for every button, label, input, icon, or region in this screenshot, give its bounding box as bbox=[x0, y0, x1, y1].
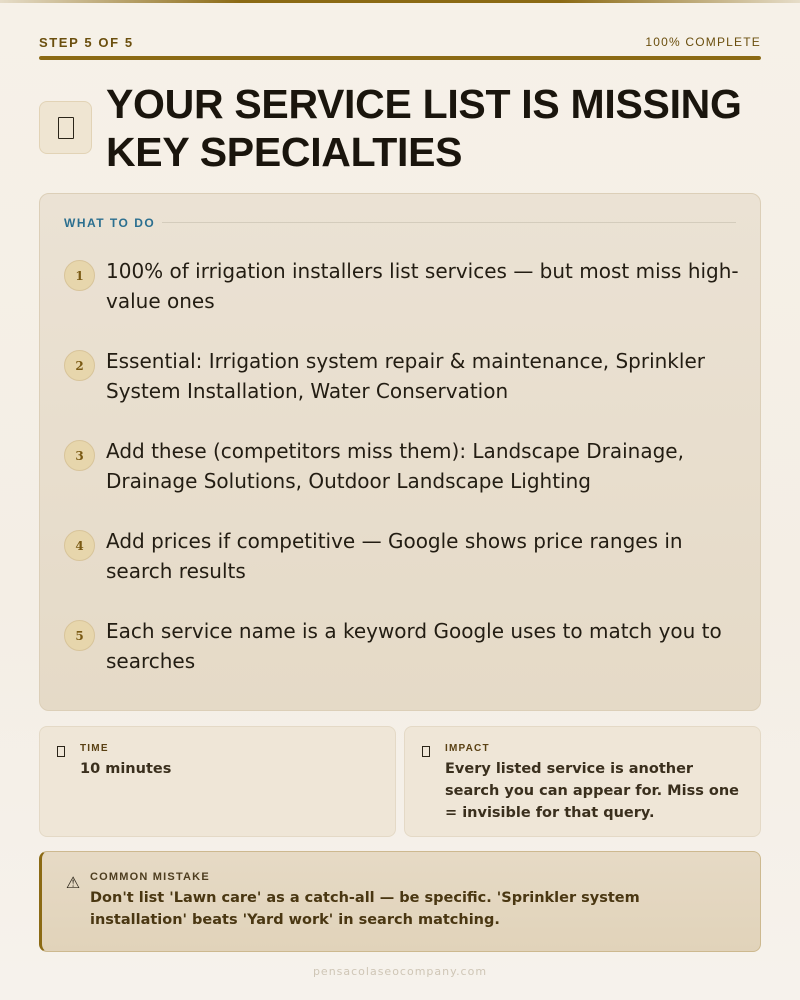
page-title: YOUR SERVICE LIST IS MISSING KEY SPECIALTIES bbox=[106, 81, 742, 175]
document-icon bbox=[39, 101, 92, 154]
step-number-badge: 1 bbox=[64, 260, 95, 291]
mistake-text: Don't list 'Lawn care' as a catch-all — be specific. 'Sprinkler system installation' beats 'Yard work' in search matching. bbox=[90, 890, 640, 928]
common-mistake-callout bbox=[39, 851, 761, 952]
step-item bbox=[64, 346, 736, 436]
progress-bar-fill bbox=[39, 56, 761, 60]
step-number-badge: 4 bbox=[64, 530, 95, 561]
step-text: 100% of irrigation installers list services — but most miss high-value ones bbox=[106, 259, 739, 313]
clock-icon bbox=[57, 746, 65, 757]
time-card bbox=[39, 726, 396, 837]
step-text: Add prices if competitive — Google shows price ranges in search results bbox=[106, 529, 683, 583]
step-item bbox=[64, 436, 736, 526]
mistake-label: COMMON MISTAKE bbox=[90, 871, 210, 883]
time-value: 10 minutes bbox=[80, 761, 172, 777]
what-to-do-card bbox=[39, 193, 761, 711]
step-text: Add these (competitors miss them): Landscape Drainage, Drainage Solutions, Outdoor Landscape Lighting bbox=[106, 439, 684, 493]
section-label: WHAT TO DO bbox=[64, 216, 156, 230]
step-header bbox=[39, 33, 761, 51]
step-item bbox=[64, 256, 739, 346]
warning-icon: ⚠ bbox=[65, 873, 81, 892]
progress-bar bbox=[39, 56, 761, 60]
impact-value: Every listed service is another search you can appear for. Miss one = invisible for that query. bbox=[445, 761, 740, 821]
step-indicator: STEP 5 OF 5 bbox=[39, 34, 134, 50]
step-number-badge: 5 bbox=[64, 620, 95, 651]
impact-card bbox=[404, 726, 761, 837]
document-glyph bbox=[58, 117, 74, 139]
progress-percent: 100% COMPLETE bbox=[645, 35, 761, 49]
section-divider bbox=[162, 222, 736, 223]
step-item bbox=[64, 526, 736, 616]
step-number-badge: 2 bbox=[64, 350, 95, 381]
step-number-badge: 3 bbox=[64, 440, 95, 471]
footer-domain: pensacolaseocompany.com bbox=[312, 965, 488, 978]
step-item bbox=[64, 616, 736, 706]
chart-icon bbox=[422, 746, 430, 757]
impact-label: IMPACT bbox=[445, 743, 490, 754]
top-accent-rule bbox=[0, 0, 800, 3]
steps-list bbox=[64, 256, 739, 706]
step-text: Each service name is a keyword Google uses to match you to searches bbox=[106, 619, 722, 673]
time-label: TIME bbox=[80, 743, 109, 754]
step-text: Essential: Irrigation system repair & maintenance, Sprinkler System Installation, Water Conservation bbox=[106, 349, 705, 403]
